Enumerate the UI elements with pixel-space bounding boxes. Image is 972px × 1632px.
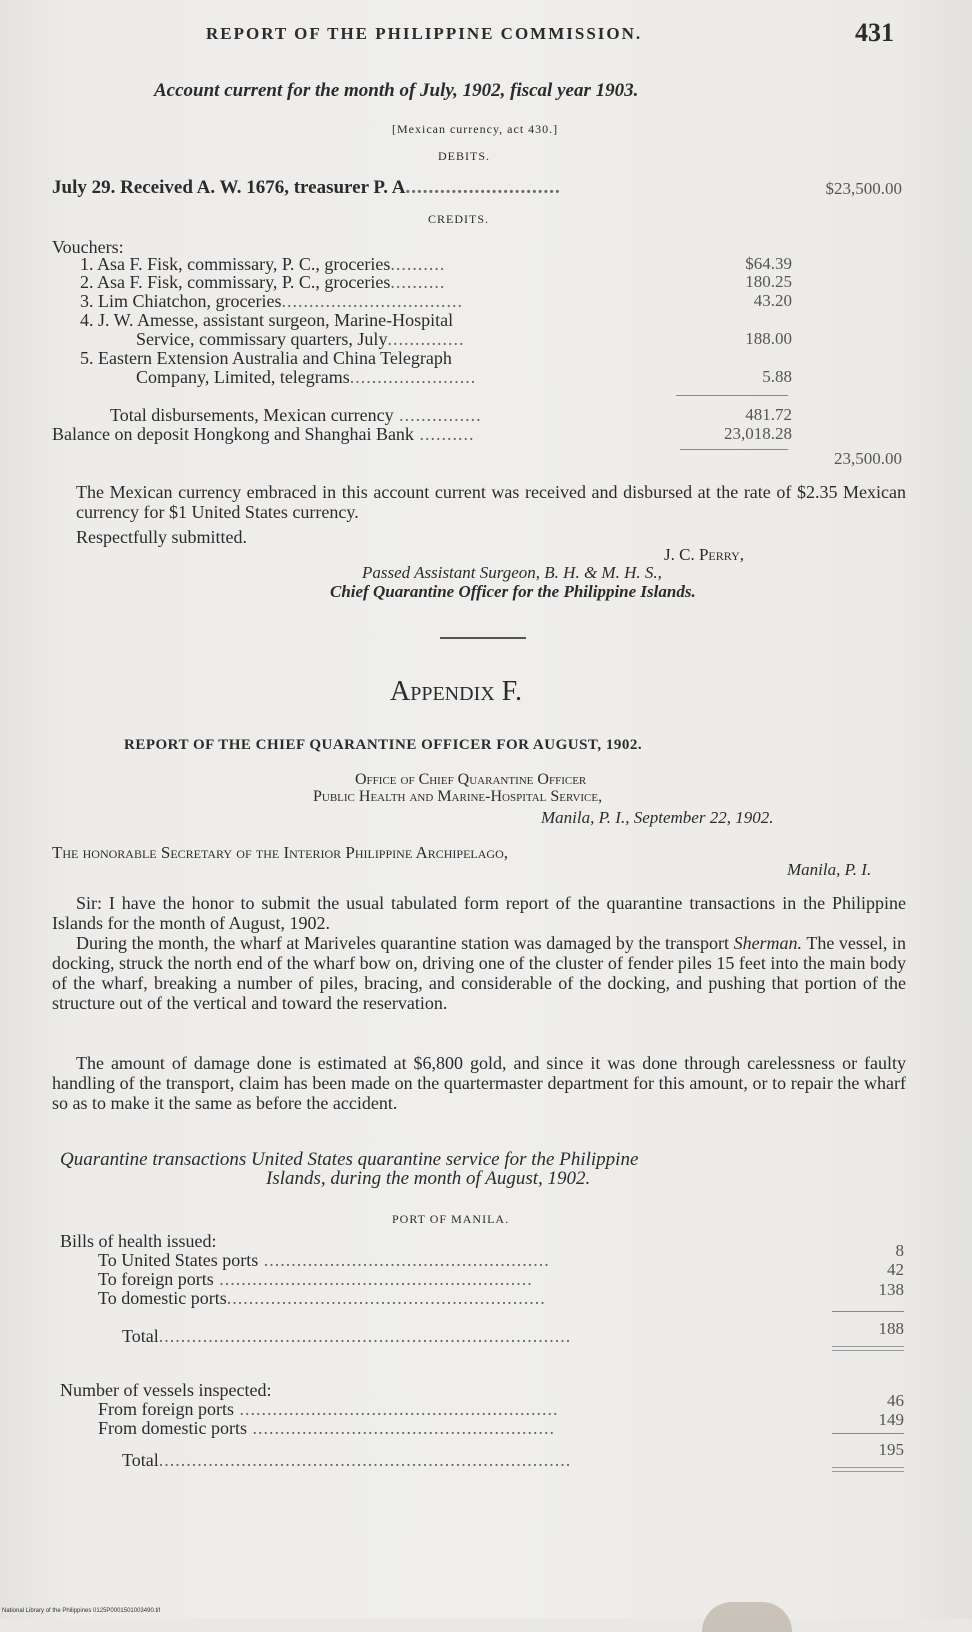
currency-rate-note: The Mexican currency embraced in this account current was received and disbursed at the rate of $2.35 Mexican currency for $1 United States currency. (76, 482, 906, 522)
voucher-3-amount: 43.20 (753, 291, 792, 310)
voucher-5-line2: Company, Limited, telegrams....................... (136, 367, 477, 387)
bills-total-value: 188 (878, 1319, 904, 1338)
total-disbursements-amount: 481.72 (745, 405, 792, 424)
signer-title-1: Passed Assistant Surgeon, B. H. & M. H. S., (362, 563, 662, 582)
bills-row-domestic: To domestic ports.......................................................... (98, 1288, 546, 1308)
office-line-2: Public Health and Marine-Hospital Service, (313, 788, 603, 805)
scanner-thumb-shadow (702, 1602, 792, 1632)
voucher-4-line1: 4. J. W. Amesse, assistant surgeon, Marine-Hospital (80, 310, 454, 330)
addressee-line-2: Manila, P. I. (787, 860, 872, 879)
scan-credit: National Library of the Philippines 0125P0001501003490.tif (2, 1608, 161, 1614)
voucher-2-amount: 180.25 (745, 272, 792, 291)
vessels-total-value: 195 (878, 1440, 904, 1459)
total-disbursements-label: Total disbursements, Mexican currency ............... (110, 405, 482, 425)
bills-value-domestic: 138 (878, 1280, 904, 1299)
bills-row-foreign: To foreign ports ......................................................... (98, 1269, 533, 1289)
vessels-row-foreign: From foreign ports .......................................................... (98, 1399, 559, 1419)
bills-total-rule (832, 1311, 904, 1312)
bills-double-rule (832, 1346, 904, 1351)
voucher-1-amount: $64.39 (745, 254, 792, 273)
bills-total-label: Total........................................................................... (122, 1326, 572, 1346)
vessels-double-rule (832, 1467, 904, 1472)
bills-value-foreign: 42 (887, 1260, 904, 1279)
debit-line: July 29. Received A. W. 1676, treasurer P. A........................... (52, 177, 561, 198)
table-title-2: Islands, during the month of August, 1902. (266, 1168, 591, 1189)
report-heading: REPORT OF THE CHIEF QUARANTINE OFFICER FOR AUGUST, 1902. (124, 737, 643, 753)
vouchers-label: Vouchers: (52, 237, 124, 257)
balance-amount: 23,018.28 (724, 424, 792, 443)
office-line-3: Manila, P. I., September 22, 1902. (541, 808, 774, 827)
vessels-value-domestic: 149 (878, 1410, 904, 1429)
office-line-1: Office of Chief Quarantine Officer (355, 771, 587, 788)
voucher-5-amount: 5.88 (762, 367, 792, 386)
debit-amount: $23,500.00 (825, 179, 902, 198)
vessels-label: Number of vessels inspected: (60, 1380, 272, 1400)
bills-label: Bills of health issued: (60, 1231, 217, 1251)
balance-label: Balance on deposit Hongkong and Shanghai Bank .......... (52, 424, 475, 444)
closing: Respectfully submitted. (76, 527, 247, 547)
voucher-5-line1: 5. Eastern Extension Australia and China Telegraph (80, 348, 452, 368)
voucher-1: 1. Asa F. Fisk, commissary, P. C., groceries.......... (80, 254, 446, 274)
voucher-4-amount: 188.00 (745, 329, 792, 348)
port-heading: PORT OF MANILA. (392, 1212, 510, 1226)
voucher-2: 2. Asa F. Fisk, commissary, P. C., groceries.......... (80, 272, 446, 292)
vessels-total-rule (832, 1433, 904, 1434)
debits-heading: DEBITS. (438, 149, 490, 163)
running-title: REPORT OF THE PHILIPPINE COMMISSION. (206, 24, 643, 43)
appendix-title: Appendix F. (390, 676, 523, 707)
currency-note: [Mexican currency, act 430.] (392, 122, 559, 136)
balance-rule (680, 449, 788, 450)
vessels-total-label: Total........................................................................... (122, 1450, 572, 1470)
addressee-line-1: The honorable Secretary of the Interior Philippine Archipelago, (52, 843, 508, 862)
signer-title-2: Chief Quarantine Officer for the Philippine Islands. (330, 582, 696, 601)
subtotal-rule (676, 395, 788, 396)
paragraph-3: The amount of damage done is estimated at $6,800 gold, and since it was done through carelessness or faulty handling of the transport, claim has been made on the quartermaster department for this amount, or to repair the wharf so as to make it the same as before the accident. (52, 1053, 906, 1113)
table-title-1: Quarantine transactions United States quarantine service for the Philippine (60, 1149, 639, 1170)
paragraph-2: During the month, the wharf at Mariveles quarantine station was damaged by the transport Sherman. The vessel, in docking, struck the north end of the wharf bow on, driving one of the cluster of fender piles 15 feet into the main body of the wharf, breaking a number of piles, bracing, and considerable of the docking, and pushing that portion of the structure out of the vertical and toward the reservation. (52, 933, 906, 1013)
voucher-3: 3. Lim Chiatchon, groceries................................. (80, 291, 463, 311)
vessels-value-foreign: 46 (887, 1391, 904, 1410)
bills-value-us: 8 (895, 1241, 904, 1260)
section-divider (440, 637, 526, 639)
page-number: 431 (855, 18, 894, 47)
grand-total: 23,500.00 (834, 449, 902, 468)
paragraph-1: Sir: I have the honor to submit the usual tabulated form report of the quarantine transactions in the Philippine Islands for the month of August, 1902. (52, 893, 906, 933)
voucher-4-line2: Service, commissary quarters, July.............. (136, 329, 465, 349)
account-title: Account current for the month of July, 1902, fiscal year 1903. (154, 80, 639, 101)
signer-name: J. C. Perry, (664, 545, 745, 564)
bills-row-us: To United States ports .................................................... (98, 1250, 550, 1270)
vessels-row-domestic: From domestic ports ....................................................... (98, 1418, 555, 1438)
credits-heading: CREDITS. (428, 212, 490, 226)
